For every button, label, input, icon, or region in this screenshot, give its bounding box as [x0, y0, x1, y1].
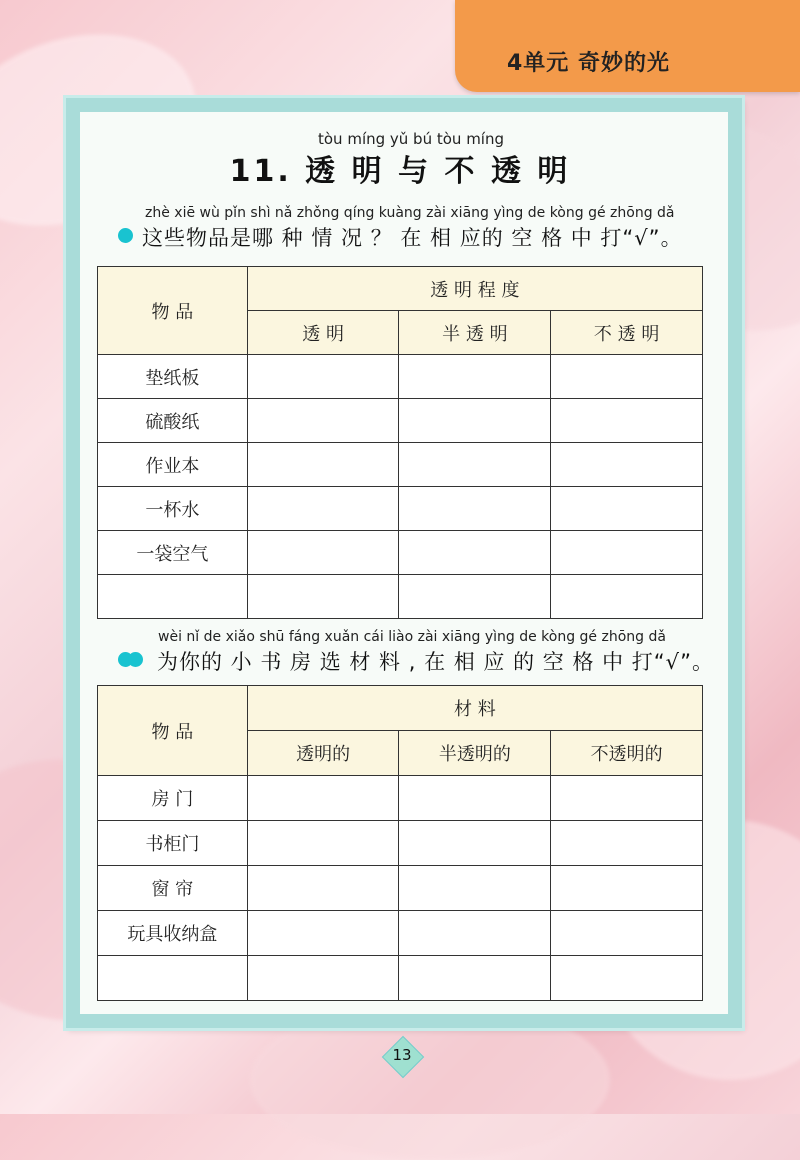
- checkbox-cell[interactable]: [399, 821, 551, 866]
- q2-instruction: 为你的 小 书 房 选 材 料 , 在 相 应 的 空 格 中 打“√”。: [157, 650, 714, 674]
- item-label[interactable]: [98, 575, 248, 619]
- q1-table: [97, 266, 703, 619]
- item-label: 房 门: [98, 776, 248, 821]
- q1-row-header: 物 品: [98, 267, 248, 355]
- item-label: 书柜门: [98, 821, 248, 866]
- item-label: 作业本: [98, 443, 248, 487]
- q2-row-header: 物 品: [98, 686, 248, 776]
- checkbox-cell[interactable]: [551, 443, 703, 487]
- item-label: 硫酸纸: [98, 399, 248, 443]
- checkbox-cell[interactable]: [247, 399, 399, 443]
- checkbox-cell[interactable]: [247, 443, 399, 487]
- q2-column-header: 透明的: [247, 731, 399, 776]
- checkbox-cell[interactable]: [399, 355, 551, 399]
- checkbox-cell[interactable]: [399, 575, 551, 619]
- page-number: 13: [392, 1046, 412, 1064]
- checkbox-cell[interactable]: [247, 487, 399, 531]
- table-row: [98, 575, 703, 619]
- unit-tab: [455, 0, 800, 92]
- table-row: [98, 911, 703, 956]
- bullet-icon: [128, 652, 143, 667]
- checkbox-cell[interactable]: [551, 575, 703, 619]
- checkbox-cell[interactable]: [247, 866, 399, 911]
- q1-column-header: 透 明: [247, 311, 399, 355]
- item-label: 一袋空气: [98, 531, 248, 575]
- checkbox-cell[interactable]: [247, 355, 399, 399]
- q1-instruction: 这些物品是哪 种 情 况 ？ 在 相 应的 空 格 中 打“√”。: [142, 226, 683, 250]
- q2-column-header: 半透明的: [399, 731, 551, 776]
- checkbox-cell[interactable]: [247, 821, 399, 866]
- checkbox-cell[interactable]: [551, 866, 703, 911]
- table-row: [98, 866, 703, 911]
- q2-table: [97, 685, 703, 1001]
- checkbox-cell[interactable]: [551, 956, 703, 1001]
- bullet-icon: [118, 228, 133, 243]
- title-pinyin: tòu míng yǔ bú tòu míng: [318, 130, 504, 148]
- table-row: [98, 399, 703, 443]
- checkbox-cell[interactable]: [551, 776, 703, 821]
- q2-column-header: 不透明的: [551, 731, 703, 776]
- q1-column-header: 半 透 明: [399, 311, 551, 355]
- table-row: [98, 487, 703, 531]
- item-label: 一杯水: [98, 487, 248, 531]
- checkbox-cell[interactable]: [551, 911, 703, 956]
- unit-title: 4单元 奇妙的光: [507, 51, 670, 76]
- checkbox-cell[interactable]: [399, 487, 551, 531]
- checkbox-cell[interactable]: [247, 956, 399, 1001]
- checkbox-cell[interactable]: [399, 531, 551, 575]
- checkbox-cell[interactable]: [247, 776, 399, 821]
- q1-pinyin: zhè xiē wù pǐn shì nǎ zhǒng qíng kuàng zài xiāng yìng de kòng gé zhōng dǎ: [145, 205, 675, 221]
- checkbox-cell[interactable]: [247, 531, 399, 575]
- checkbox-cell[interactable]: [399, 443, 551, 487]
- checkbox-cell[interactable]: [399, 399, 551, 443]
- q1-group-header: 透 明 程 度: [247, 267, 702, 311]
- checkbox-cell[interactable]: [399, 956, 551, 1001]
- q2-pinyin: wèi nǐ de xiǎo shū fáng xuǎn cái liào zài xiāng yìng de kòng gé zhōng dǎ: [158, 629, 666, 645]
- checkbox-cell[interactable]: [247, 911, 399, 956]
- item-label: 窗 帘: [98, 866, 248, 911]
- checkbox-cell[interactable]: [551, 355, 703, 399]
- checkbox-cell[interactable]: [551, 399, 703, 443]
- item-label[interactable]: [98, 956, 248, 1001]
- checkbox-cell[interactable]: [247, 575, 399, 619]
- lesson-title: 11. 透 明 与 不 透 明: [229, 154, 571, 189]
- checkbox-cell[interactable]: [399, 911, 551, 956]
- checkbox-cell[interactable]: [551, 821, 703, 866]
- table-row: [98, 821, 703, 866]
- table-row: [98, 776, 703, 821]
- q1-column-header: 不 透 明: [551, 311, 703, 355]
- table-row: [98, 355, 703, 399]
- table-row: [98, 956, 703, 1001]
- q2-group-header: 材 料: [247, 686, 702, 731]
- table-row: [98, 443, 703, 487]
- checkbox-cell[interactable]: [399, 776, 551, 821]
- item-label: 玩具收纳盒: [98, 911, 248, 956]
- checkbox-cell[interactable]: [399, 866, 551, 911]
- table-row: [98, 531, 703, 575]
- item-label: 垫纸板: [98, 355, 248, 399]
- checkbox-cell[interactable]: [551, 531, 703, 575]
- checkbox-cell[interactable]: [551, 487, 703, 531]
